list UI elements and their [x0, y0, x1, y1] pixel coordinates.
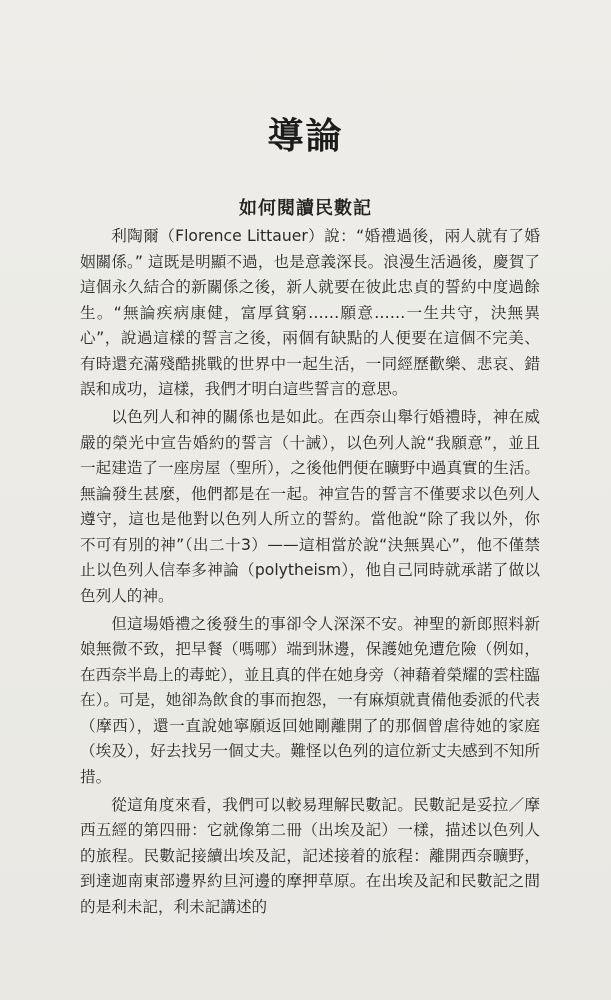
- paragraph: 以色列人和神的關係也是如此。在西奈山舉行婚禮時，神在威嚴的榮光中宣告婚約的誓言（十誡），以色列人說“我願意”，並且一起建造了一座房屋（聖所），之後他們便在曠野中過真實的生活。無論發生甚麼，他們都是在一起。神宣告的誓言不僅要求以色列人遵守，這也是他對以色列人所立的誓約。當他說“除了我以外，你不可有別的神”（出二十3）——這相當於說“決無異心”，他不僅禁止以色列人信奉多神論（polytheism），他自己同時就承諾了做以色列人的神。: [80, 408, 541, 605]
- section-title: 如何閱讀民數記: [239, 198, 372, 219]
- paragraph: 從這角度來看，我們可以較易理解民數記。民數記是妥拉／摩西五經的第四冊：它就像第二冊（出埃及記）一樣，描述以色列人的旅程。民數記接續出埃及記，記述接着的旅程：離開西奈曠野，到達迦南東部邊界約旦河邊的摩押草原。在出埃及記和民數記之間的是利未記，利未記講述的: [80, 795, 540, 916]
- paragraph: 但這場婚禮之後發生的事卻令人深深不安。神聖的新郎照料新娘無微不致，把早餐（嗎哪）端到牀邊，保護她免遭危險（例如，在西奈半島上的毒蛇），並且真的伴在她身旁（神藉着榮耀的雲柱臨在）。可是，她卻為飲食的事而抱怨，一有麻煩就責備他委派的代表（摩西），還一直說她寧願返回她剛離開了的那個曾虐待她的家庭（埃及），好去找另一個丈夫。難怪以色列的這位新丈夫感到不知所措。: [80, 614, 541, 786]
- chapter-title: 導論: [267, 116, 344, 157]
- paragraph: 利陶爾（Florence Littauer）說：“婚禮過後，兩人就有了婚姻關係。” 這既是明顯不過，也是意義深長。浪漫生活過後，慶賀了這個永久結合的新關係之後，新人就要在彼此忠貞的誓約中度過餘生。“無論疾病康健，富厚貧窮……願意……一生共守，決無異心”，說過這樣的誓言之後，兩個有缺點的人便要在這個不完美、有時還充滿殘酷挑戰的世界中一起生活，一同經歷歡樂、悲哀、錯誤和成功，這樣，我們才明白這些誓言的意思。: [80, 227, 540, 398]
- body-text: [80, 224, 540, 923]
